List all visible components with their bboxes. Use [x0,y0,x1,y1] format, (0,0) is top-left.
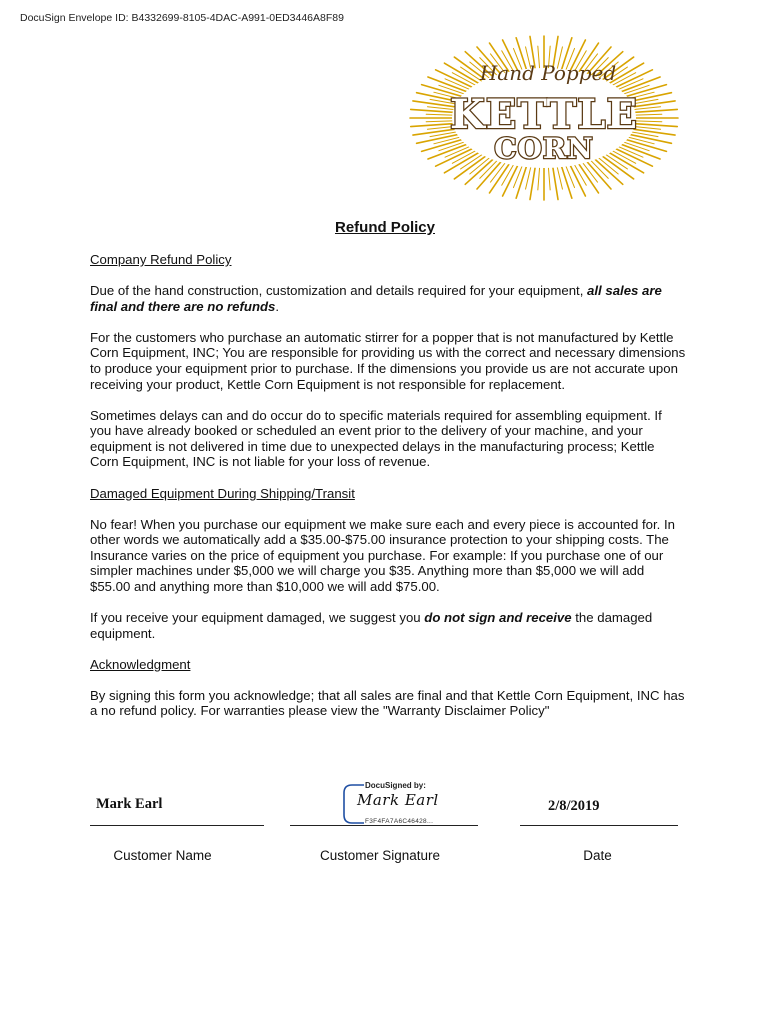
logo-line3: CORN [494,132,594,165]
paragraph-damaged-equipment: If you receive your equipment damaged, we suggest you do not sign and receive the damaged equipment. [90,610,653,641]
date-label: Date [583,848,612,863]
customer-signature-value[interactable]: Mark Earl [357,791,439,809]
kettle-corn-logo [408,34,680,202]
customer-signature-label: Customer Signature [319,848,441,863]
docusign-id: F3F4FA7A6C46428... [365,818,434,825]
policy-body [90,252,686,735]
logo-line2: KETTLE [450,91,638,138]
customer-name-label: Customer Name [113,848,212,863]
customer-signature-line [290,825,478,826]
paragraph-insurance: No fear! When you purchase our equipment we make sure each and every piece is accounted for. In other words we automatically add a $35.00-$75.00 insurance protection to your shipping costs. The Insurance varies on the price of equipment you purchase. For example: If you purchase one of our simpler machines under $5,000 we will charge you $35. Anything more than $5,000 we will add $55.00 and anything more than $10,000 we will add $75.00. [90,516,675,594]
docusigned-by-label: DocuSigned by: [365,781,426,790]
logo-line1: Hand Popped [479,61,617,85]
customer-name-line [90,825,264,826]
paragraph-stirrer-dimensions: For the customers who purchase an automatic stirrer for a popper that is not manufactured by Kettle Corn Equipment, INC; You are responsible for providing us with the correct and necessary dimensions to produce your equipment prior to purchase. If the dimensions you provide us are not accurate upon receiving your product, Kettle Corn Equipment is not responsible for replacement. [90,329,686,392]
date-line [520,825,678,826]
paragraph-delays: Sometimes delays can and do occur do to specific materials required for assembling equipment. If you have already booked or scheduled an event prior to the delivery of your machine, and your equipment is not delivered in time due to unexpected delays in the manufacturing process; Kettle Corn Equipment, INC is not liable for your loss of revenue. [90,407,662,470]
paragraph-acknowledgment: By signing this form you acknowledge; that all sales are final and that Kettle Corn Equipment, INC has a no refund policy. For warranties please view the "Warranty Disclaimer Policy" [90,687,685,719]
envelope-id: DocuSign Envelope ID: B4332699-8105-4DAC-A991-0ED3446A8F89 [20,12,344,24]
damaged-equipment-heading: Damaged Equipment During Shipping/Transit [90,485,355,501]
date-value: 2/8/2019 [548,798,600,814]
customer-name-value: Mark Earl [96,796,163,812]
acknowledgment-heading: Acknowledgment [90,656,191,672]
page-title: Refund Policy [334,219,435,236]
company-refund-heading: Company Refund Policy [90,252,232,267]
paragraph-all-sales-final: Due of the hand construction, customization and details required for your equipment, all sales are final and there are no refunds. [90,283,662,314]
